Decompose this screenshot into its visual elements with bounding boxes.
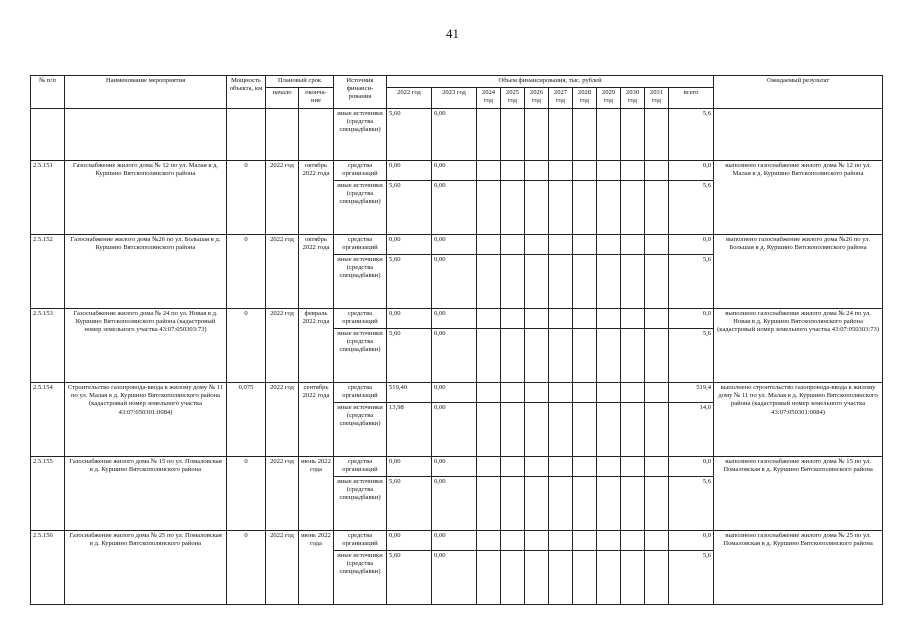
- header-row-1: [31, 76, 883, 88]
- source-cell: иные источники (средства спецнадбавки): [334, 109, 387, 161]
- value-2022: 5,60: [387, 255, 432, 309]
- measure-name: Газоснабжение жилого дома №26 по ул. Большая в д. Куршино Вятскополянского района: [65, 235, 227, 309]
- source-organizations: средства организаций: [334, 161, 387, 181]
- value-total: 5,6: [669, 255, 714, 309]
- row-number: 2.5.151: [31, 161, 65, 235]
- source-other: иные источники (средства спецнадбавки): [334, 255, 387, 309]
- value-total: 0,0: [669, 235, 714, 255]
- value-total: 5,6: [669, 181, 714, 235]
- value-total: 5,6: [669, 551, 714, 605]
- capacity: 0: [227, 161, 266, 235]
- value-total: 14,0: [669, 403, 714, 457]
- value-2023: 0,00: [432, 109, 477, 161]
- header-year-2023: 2023 год: [432, 88, 477, 109]
- end-date: июнь 2022 года: [299, 531, 334, 605]
- start-date: 2022 год: [266, 531, 299, 605]
- table-row: [31, 457, 883, 477]
- end-date: октябрь 2022 года: [299, 161, 334, 235]
- start-date: 2022 год: [266, 383, 299, 457]
- source-other: иные источники (средства спецнадбавки): [334, 181, 387, 235]
- header-num: № п/п: [31, 76, 65, 109]
- header-total: всего: [669, 88, 714, 109]
- source-other: иные источники (средства спецнадбавки): [334, 551, 387, 605]
- header-result: Ожидаемый результат: [714, 76, 883, 109]
- row-number: 2.5.156: [31, 531, 65, 605]
- source-organizations: средства организаций: [334, 531, 387, 551]
- value-2022: 519,40: [387, 383, 432, 403]
- start-date: 2022 год: [266, 457, 299, 531]
- start-date: 2022 год: [266, 161, 299, 235]
- value-total: 5,6: [669, 329, 714, 383]
- value-2023: 0,00: [432, 255, 477, 309]
- value-2022: 0,00: [387, 235, 432, 255]
- value-total: 0,0: [669, 161, 714, 181]
- header-year-2031: 2031 год: [645, 88, 669, 109]
- measure-name: Газоснабжение жилого дома № 12 по ул. Малая в д. Куршино Вятскополянского района: [65, 161, 227, 235]
- header-capacity: Мощность объекта, км: [227, 76, 266, 109]
- capacity: 0: [227, 235, 266, 309]
- value-2022: 5,60: [387, 109, 432, 161]
- value-2023: 0,00: [432, 551, 477, 605]
- expected-result: выполнено газоснабжение жилого дома № 12 по ул. Малая в д. Куршино Вятскополянского района: [714, 161, 883, 235]
- value-2022: 5,60: [387, 551, 432, 605]
- row-number: 2.5.153: [31, 309, 65, 383]
- header-year-2022: 2022 год: [387, 88, 432, 109]
- source-organizations: средства организаций: [334, 383, 387, 403]
- end-date: сентябрь 2022 года: [299, 383, 334, 457]
- header-plan-term: Плановый срок: [266, 76, 334, 88]
- source-organizations: средства организаций: [334, 457, 387, 477]
- value-2022: 5,60: [387, 181, 432, 235]
- capacity: 0: [227, 309, 266, 383]
- value-2022: 13,98: [387, 403, 432, 457]
- table-row: [31, 383, 883, 403]
- value-total: 0,0: [669, 531, 714, 551]
- source-other: иные источники (средства спецнадбавки): [334, 403, 387, 457]
- row-number: 2.5.154: [31, 383, 65, 457]
- header-year-2028: 2028 год: [573, 88, 597, 109]
- row-number: 2.5.155: [31, 457, 65, 531]
- table-row: [31, 531, 883, 551]
- table-row: [31, 161, 883, 181]
- header-year-2027: 2027 год: [549, 88, 573, 109]
- header-volume: Объем финансирования, тыс. рублей: [387, 76, 714, 88]
- measure-name: Строительство газопровода-ввода к жилому дому № 11 по ул. Малая в д. Куршино Вятскополянского района (кадастровый номер земельного участка 43:07:050301:0084): [65, 383, 227, 457]
- header-year-2026: 2026 год: [525, 88, 549, 109]
- capacity: 0,075: [227, 383, 266, 457]
- value-2023: 0,00: [432, 383, 477, 403]
- header-start: начало: [266, 88, 299, 109]
- end-date: июнь 2022 года: [299, 457, 334, 531]
- value-2023: 0,00: [432, 181, 477, 235]
- value-total: 0,0: [669, 309, 714, 329]
- source-other: иные источники (средства спецнадбавки): [334, 329, 387, 383]
- financing-table: [30, 75, 883, 605]
- value-2023: 0,00: [432, 457, 477, 477]
- header-name: Наименование мероприятия: [65, 76, 227, 109]
- expected-result: выполнено газоснабжение жилого дома № 24 по ул. Новая в д. Куршино Вятскополянского района (кадастровый номер земельного участка 43:07:050303:73): [714, 309, 883, 383]
- value-2023: 0,00: [432, 329, 477, 383]
- value-total: 519,4: [669, 383, 714, 403]
- expected-result: выполнено газоснабжение жилого дома № 25 по ул. Помаловская в д. Куршино Вятскополянского района: [714, 531, 883, 605]
- value-total: 5,6: [669, 109, 714, 161]
- end-date: октябрь 2022 года: [299, 235, 334, 309]
- value-2022: 0,00: [387, 457, 432, 477]
- table-row: [31, 309, 883, 329]
- value-2023: 0,00: [432, 403, 477, 457]
- value-2022: 0,00: [387, 309, 432, 329]
- value-2023: 0,00: [432, 309, 477, 329]
- source-other: иные источники (средства спецнадбавки): [334, 477, 387, 531]
- capacity: 0: [227, 457, 266, 531]
- start-date: 2022 год: [266, 309, 299, 383]
- expected-result: выполнено газоснабжение жилого дома №26 по ул. Большая в д. Куршино Вятскополянского района: [714, 235, 883, 309]
- source-organizations: средства организаций: [334, 309, 387, 329]
- end-date: февраль 2022 года: [299, 309, 334, 383]
- expected-result: выполнено газоснабжение жилого дома № 15 по ул. Помаловская в д. Куршино Вятскополянского района: [714, 457, 883, 531]
- value-2022: 5,60: [387, 477, 432, 531]
- value-total: 0,0: [669, 457, 714, 477]
- header-year-2024: 2024 год: [477, 88, 501, 109]
- value-2022: 0,00: [387, 161, 432, 181]
- header-year-2030: 2030 год: [621, 88, 645, 109]
- value-2022: 0,00: [387, 531, 432, 551]
- measure-name: Газоснабжение жилого дома № 25 по ул. Помаловская в д. Куршино Вятскополянского района: [65, 531, 227, 605]
- value-2023: 0,00: [432, 235, 477, 255]
- header-source: Источник финанси-рования: [334, 76, 387, 109]
- value-total: 5,6: [669, 477, 714, 531]
- source-organizations: средства организаций: [334, 235, 387, 255]
- value-2023: 0,00: [432, 161, 477, 181]
- value-2022: 5,60: [387, 329, 432, 383]
- measure-name: Газоснабжение жилого дома № 15 по ул. Помаловская в д. Куршино Вятскополянского района: [65, 457, 227, 531]
- value-2023: 0,00: [432, 477, 477, 531]
- expected-result: выполнено строительство газопровода-ввода к жилому дому № 11 по ул. Малая в д. Куршино Вятскополянского района (кадастровый номер земельного участка 43:07:050301:0084): [714, 383, 883, 457]
- continuation-row: [31, 109, 883, 161]
- row-number: 2.5.152: [31, 235, 65, 309]
- value-2023: 0,00: [432, 531, 477, 551]
- capacity: 0: [227, 531, 266, 605]
- header-end: оконча-ние: [299, 88, 334, 109]
- page-number: 41: [446, 26, 459, 41]
- measure-name: Газоснабжение жилого дома № 24 по ул. Новая в д. Куршино Вятскополянского района (кадастровый номер земельного участка 43:07:050303:73): [65, 309, 227, 383]
- header-year-2025: 2025 год: [501, 88, 525, 109]
- start-date: 2022 год: [266, 235, 299, 309]
- table-row: [31, 235, 883, 255]
- header-year-2029: 2029 год: [597, 88, 621, 109]
